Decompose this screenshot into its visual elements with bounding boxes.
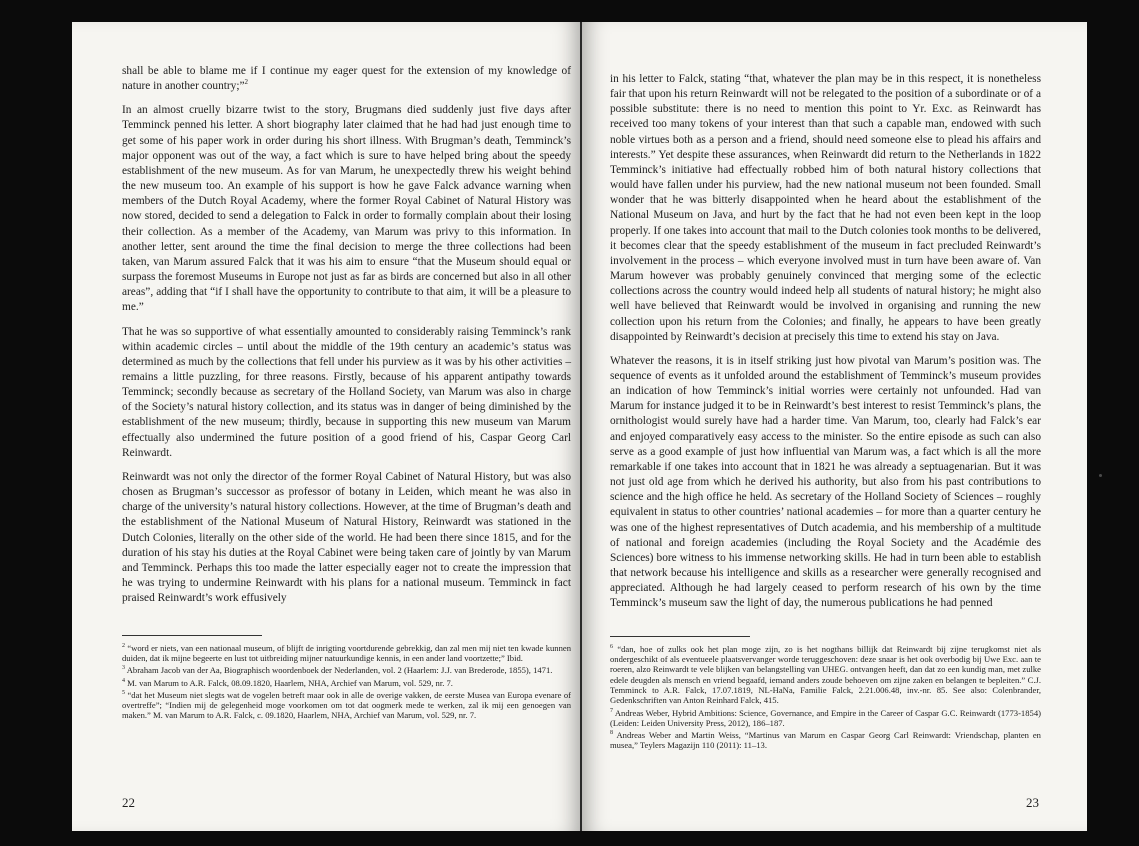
right-page <box>582 22 1087 831</box>
left-paragraph-1: shall be able to blame me if I continue my eager quest for the extension of my knowledge of nature in another country;”$^2$ <box>122 65 571 93</box>
left-paragraph-3: That he was so supportive of what essentially amounted to considerably raising Temminck’s rank within academic circles – until about the middle of the 19th century an academic’s status was determined as much by the collections that fell under his purview as it was by his other activities – remains a little puzzling, for three reasons. Firstly, because of his apparent antipathy towards Temminck; secondly because as secretary of the Holland Society, van Marum was also in charge of the Society’s natural history collection, and its status was in danger of being diminished by the establishment of the new museum; thirdly, because in supporting this new museum van Marum effectually also undermined the future position of a good friend of his, Caspar Georg Carl Reinwardt. <box>122 325 571 459</box>
left-paragraph-4: Reinwardt was not only the director of the former Royal Cabinet of Natural History, but was also chosen as Brugman’s successor as professor of botany in Leiden, which meant he was also in charge of the university’s natural history collections. However, at the time of Brugman’s death and the establishment of the National Museum of Natural History, Reinwardt was stationed in the Dutch Colonies, literally on the other side of the world. He had been there since 1815, and for the duration of his stay his duties at the Royal Cabinet were being taken care of jointly by van Marum and Temminck. Perhaps this too made the latter especially eager not to create the impression that he was trying to undermine Reinwardt with his plans for a national museum. Temminck in fact praised Reinwardt’s work effusively <box>122 470 571 605</box>
footnote-rule <box>122 635 262 636</box>
footnote-4: $^4$ M. van Marum to A.R. Falck, 08.09.1820, Haarlem, NHA, Archief van Marum, vol. 529, nr. 7. <box>122 677 453 688</box>
left-paragraph-2: In an almost cruelly bizarre twist to the story, Brugmans died suddenly just five days after Temminck penned his letter. A short biography later claimed that he had had just enough time to get some of his paper work in order during his short illness. With Brugman’s death, Temminck’s major opponent was out of the way, a fact which is sure to have helped bring about the speedy establishment of the new museum. As for van Marum, he unexpectedly threw his weight behind the new museum too. An example of his support is how he gave Falck advance warning when members of the Dutch Royal Academy, where the former Royal Cabinet of Natural History was now stored, decided to send a delegation to Falck in order to formally complain about their losing their collection. As a member of the Academy, van Marum was privy to this information. In another letter, sent around the time the final decision to merge the three collections had been taken, van Marum assured Falck that it was his aim to ensure “that the Museum should equal or surpass the foremost Museums in Europe not just as far as birds are concerned but also in all other areas”, adding that “if I shall have the opportunity to contribute to that aim, it will be a pleasure to me.” <box>122 104 571 314</box>
page-number-left: 22 <box>122 795 135 810</box>
right-paragraph-1: in his letter to Falck, stating “that, whatever the plan may be in this respect, it is nonetheless fair that upon his return Reinwardt will not be relegated to the position of a subordinate or of a possible substitute: there is no need to mention this point to Yr. Exc. as Reinwardt has received too many tokens of your interest than that such a capable man, endowed with such noble virtues both as a person and a friend, should need someone else to plead his affairs and interests.” Yet despite these assurances, when Reinwardt did return to the Netherlands in 1822 Temminck’s initiative had effectually robbed him of both natural history collections that would have fallen under his purview, had the new national museum not been founded. Small wonder that he was bitterly disappointed when he heard about the establishment of the National Museum on Java, and hurt by the fact that he had not even been kept in the loop properly. If one takes into account that mail to the Dutch colonies took months to be delivered, it becomes clear that the speedy establishment of the museum in fact precluded Reinwardt’s involvement in the process – which everyone involved must in turn have been aware of. Van Marum however was probably genuinely convinced that merging some of the eclectic collections across the country would indeed help all students of natural history; he might also well have believed that Reinwardt would be involved in organising and running the new collection upon his return from the Colonies; and finally, he appears to have been greatly disappointed by Reinwardt’s decision at precisely this time to extend his stay on Java. <box>610 73 1041 343</box>
footnote-rule <box>610 636 750 637</box>
left-body-text <box>122 64 571 606</box>
background-speck <box>1099 474 1102 477</box>
right-body-text <box>610 72 1041 611</box>
footnote-ref-2: 2 <box>244 78 249 87</box>
page-number-right: 23 <box>1026 795 1039 810</box>
footnote-6: $^6$ “dan, hoe of zulks ook het plan moge zijn, zo is het nogthans billijk dat Reinwardt bij zijne terugkomst niet als ondergeschikt of als eventueele plaatsvervanger worde teruggeschoven: deze snaar is het ook overbodig bij Uwe Exc. aan te roeren, alzo Reinwardt te vele blijken van belangstelling van UHEG. ontvangen heeft, dan dat zo een kundig man, met zulke edele deugden als mensch en vriend begaafd, iemand anders zoude behoeven om zijne zaken en belangen te bepleiten.” C.J. Temminck to A.R. Falck, 17.07.1819, NL-HaNa, Familie Falck, 2.21.006.48, inv.-nr. 85. See also: Colenbrander, Gedenkschriften van Anton Reinhard Falck, 415. <box>610 643 1041 706</box>
footnote-2: $^2$ “word er niets, van een nationaal museum, of blijft de inrigting voortdurende gebrekkig, dan zal men mij niet ten kwade kunnen duiden, dat ik mijne begeerte en lust tot uitbreiding mijner natuurkundige kennis, in een ander land voortzette;” Ibid. <box>122 642 571 664</box>
left-footnotes <box>122 635 571 721</box>
right-footnotes <box>610 636 1041 751</box>
left-page <box>72 22 580 831</box>
footnote-7: $^7$ Andreas Weber, Hybrid Ambitions: Science, Governance, and Empire in the Career of Caspar G.C. Reinwardt (1773-1854) (Leiden: Leiden University Press, 2012), 186–187. <box>610 707 1041 728</box>
footnote-5: $^5$ “dat het Museum niet slegts wat de vogelen betreft maar ook in alle de overige vakken, de eerste Musea van Europa evenare of overtreffe”; “Indien mij de gelegenheid moge voorkomen om tot dat oogmerk mede te werken, zal ik mij een genoegen van maken.” M. van Marum to A.R. Falck, c. 09.1820, Haarlem, NHA, Archief van Marum, vol. 529, nr. 7. <box>122 689 571 721</box>
footnote-8: $^8$ Andreas Weber and Martin Weiss, “Martinus van Marum en Caspar Georg Carl Reinwardt: Vriendschap, planten en musea,” Teylers Magazijn 110 (2011): 11–13. <box>610 729 1041 751</box>
right-paragraph-2: Whatever the reasons, it is in itself striking just how pivotal van Marum’s position was. The sequence of events as it unfolded around the establishment of Temminck’s museum provides an indication of how Temminck’s initial worries were certainly not unfounded. Had van Marum for instance judged it to be in Reinwardt’s best interest to resist Temminck’s plans, the ornithologist would surely have had a harder time. Van Marum, too, clearly had Falck’s ear and enjoyed comparatively easy access to the minister. So the entire episode as such can also serve as a good example of just how influential van Marum was, a fact which is all the more remarkable if one takes into account that in 1821 he was already a septuagenarian. But it was not just old age from which he derived his authority, but also from his past contributions to science and the high office he held. As secretary of the Holland Society of Sciences – roughly equivalent in status to other countries’ national academies – for more than a quarter century he was one of the highest representatives of Dutch academia, and his membership of a multitude of national and foreign academies (including the Royal Society and the Académie des Sciences) bore witness to his immense networking skills. He had in turn been able to establish that network because his intelligence and skills as a researcher were generally recognised and appreciated. Although he had largely ceased to perform research of his own by the time Temminck’s museum saw the light of day, the numerous publications he had penned <box>610 354 1041 610</box>
footnote-3: $^3$ Abraham Jacob van der Aa, Biographisch woordenboek der Nederlanden, vol. 2 (Haarlem: J.J. van Brederode, 1855), 1471. <box>122 665 553 676</box>
